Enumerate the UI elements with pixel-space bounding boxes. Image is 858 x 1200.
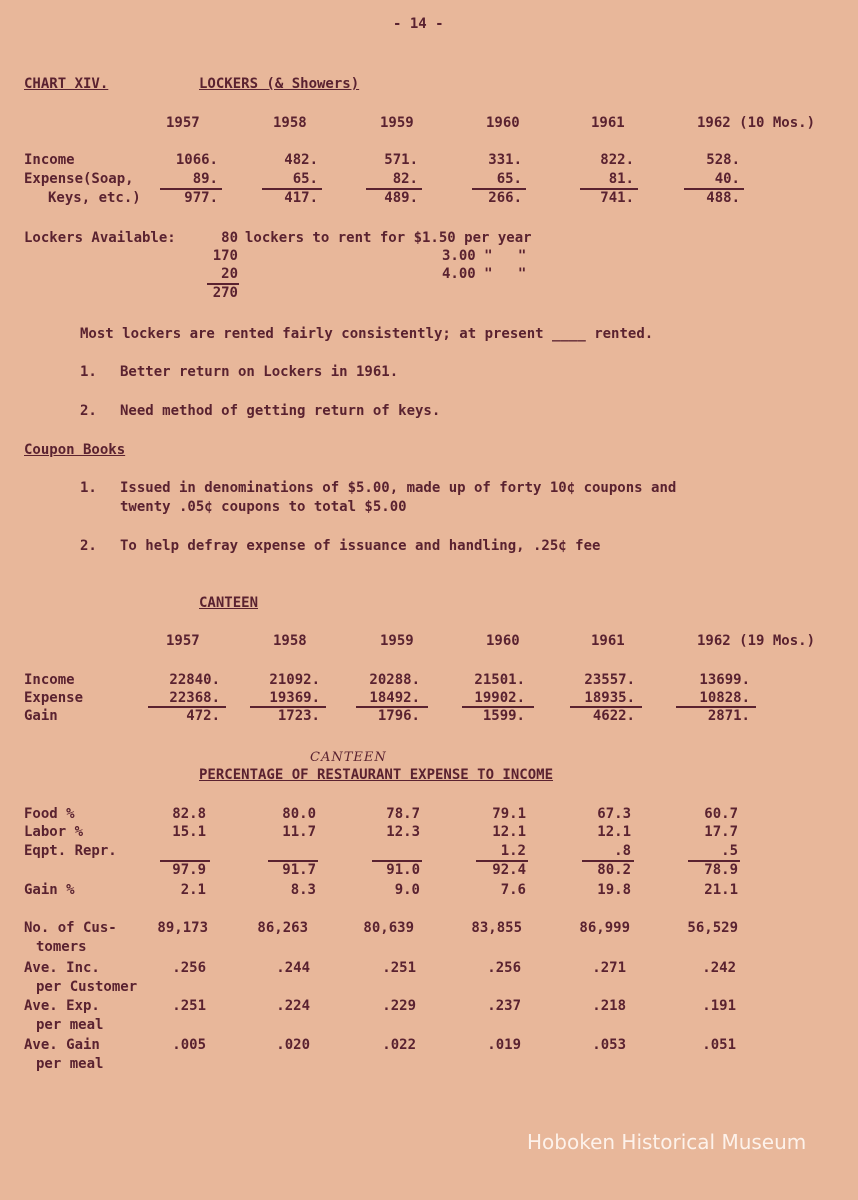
canteen-title: CANTEEN	[199, 595, 259, 611]
gain-value: 1796.	[377, 708, 420, 724]
ave-inc-value: .271	[592, 960, 626, 976]
chart-label: CHART XIV.	[24, 76, 109, 92]
food-value: 60.7	[704, 806, 738, 822]
row-label: Gain	[24, 708, 58, 724]
available-text: lockers to rent for $1.50 per year	[245, 230, 532, 246]
handwritten-canteen: CANTEEN	[310, 750, 387, 765]
row-label: Ave. Inc.	[24, 960, 100, 976]
row-label: Food %	[24, 806, 75, 822]
expense-value: 82.	[392, 171, 418, 187]
expense-value: 65.	[292, 171, 318, 187]
gain-value: 2871.	[707, 708, 750, 724]
income-value: 21092.	[269, 672, 320, 688]
income-value: 482.	[284, 152, 318, 168]
total-value: 80.2	[597, 862, 631, 878]
note-prefix: Most lockers are rented fairly consistently; at present	[80, 326, 544, 342]
customers-value: 83,855	[471, 920, 522, 936]
total-value: 91.0	[386, 862, 420, 878]
row-label: tomers	[36, 939, 87, 955]
income-value: 21501.	[474, 672, 525, 688]
food-value: 79.1	[492, 806, 526, 822]
list-item-text: Issued in denominations of $5.00, made up of forty 10¢ coupons and	[120, 480, 677, 496]
gain-pct-value: 21.1	[704, 882, 738, 898]
eqpt-value: .8	[614, 843, 631, 859]
museum-watermark: Hoboken Historical Museum	[527, 1130, 807, 1154]
canteen-year: 1957	[166, 633, 200, 649]
row-label: No. of Cus-	[24, 920, 117, 936]
customers-value: 86,999	[579, 920, 630, 936]
customers-value: 56,529	[687, 920, 738, 936]
expense-value: 65.	[496, 171, 522, 187]
income-value: 13699.	[699, 672, 750, 688]
total-value: 91.7	[282, 862, 316, 878]
ave-inc-value: .251	[382, 960, 416, 976]
expense-value: 19902.	[474, 690, 525, 706]
expense-value: 19369.	[269, 690, 320, 706]
eqpt-value: .5	[721, 843, 738, 859]
gain-value: 472.	[186, 708, 220, 724]
gain-pct-value: 19.8	[597, 882, 631, 898]
food-value: 80.0	[282, 806, 316, 822]
customers-value: 86,263	[257, 920, 308, 936]
list-item-text: twenty .05¢ coupons to total $5.00	[120, 499, 407, 515]
available-label: Lockers Available:	[24, 230, 176, 246]
food-value: 67.3	[597, 806, 631, 822]
net-value: 417.	[284, 190, 318, 206]
net-value: 488.	[706, 190, 740, 206]
canteen-year: 1961	[591, 633, 625, 649]
coupon-title: Coupon Books	[24, 442, 126, 458]
labor-value: 17.7	[704, 824, 738, 840]
canteen-year: 1960	[486, 633, 520, 649]
total-value: 78.9	[704, 862, 738, 878]
expense-value: 22368.	[169, 690, 220, 706]
list-item-number: 2.	[80, 403, 97, 419]
row-label: per meal	[36, 1017, 104, 1033]
lockers-year: 1961	[591, 115, 625, 131]
income-value: 331.	[488, 152, 522, 168]
lockers-year: 1960	[486, 115, 520, 131]
note-suffix: rented.	[594, 326, 654, 342]
gain-pct-value: 7.6	[500, 882, 526, 898]
ave-exp-value: .237	[487, 998, 521, 1014]
expense-value: 18492.	[369, 690, 420, 706]
labor-value: 12.1	[492, 824, 526, 840]
ave-gain-value: .053	[592, 1037, 626, 1053]
row-label: Expense	[24, 690, 84, 706]
row-label: Income	[24, 672, 75, 688]
expense-value: 89.	[192, 171, 218, 187]
net-value: 266.	[488, 190, 522, 206]
percentage-title: PERCENTAGE OF RESTAURANT EXPENSE TO INCOME	[199, 767, 554, 783]
row-label: Expense(Soap,	[24, 171, 134, 187]
ave-inc-value: .244	[276, 960, 310, 976]
customers-value: 89,173	[157, 920, 208, 936]
total-value: 97.9	[172, 862, 206, 878]
note-blank: ____	[552, 326, 586, 342]
list-item-number: 1.	[80, 480, 97, 496]
income-value: 22840.	[169, 672, 220, 688]
canteen-year: 1959	[380, 633, 414, 649]
row-label: per Customer	[36, 979, 138, 995]
row-label: Keys, etc.)	[48, 190, 141, 206]
income-value: 528.	[706, 152, 740, 168]
gain-pct-value: 8.3	[290, 882, 316, 898]
canteen-year: 1958	[273, 633, 307, 649]
income-value: 20288.	[369, 672, 420, 688]
gain-pct-value: 9.0	[394, 882, 420, 898]
ave-gain-value: .020	[276, 1037, 310, 1053]
canteen-year: 1962 (19 Mos.)	[697, 633, 816, 649]
row-label: Income	[24, 152, 75, 168]
ave-gain-value: .051	[702, 1037, 736, 1053]
ave-exp-value: .191	[702, 998, 736, 1014]
labor-value: 11.7	[282, 824, 316, 840]
lockers-year: 1957	[166, 115, 200, 131]
total-value: 92.4	[492, 862, 526, 878]
expense-value: 40.	[714, 171, 740, 187]
ave-exp-value: .229	[382, 998, 416, 1014]
row-label: Ave. Exp.	[24, 998, 100, 1014]
list-item-number: 2.	[80, 538, 97, 554]
ave-exp-value: .251	[172, 998, 206, 1014]
income-value: 23557.	[584, 672, 635, 688]
ave-exp-value: .224	[276, 998, 310, 1014]
lockers-year: 1958	[273, 115, 307, 131]
income-value: 1066.	[175, 152, 218, 168]
available-total: 270	[212, 285, 238, 301]
available-count: 20	[221, 266, 238, 282]
labor-value: 15.1	[172, 824, 206, 840]
row-label: Gain %	[24, 882, 75, 898]
list-item-text: To help defray expense of issuance and handling, .25¢ fee	[120, 538, 601, 554]
net-value: 741.	[600, 190, 634, 206]
ave-inc-value: .256	[172, 960, 206, 976]
ave-inc-value: .242	[702, 960, 736, 976]
ave-gain-value: .005	[172, 1037, 206, 1053]
ave-gain-value: .019	[487, 1037, 521, 1053]
income-value: 571.	[384, 152, 418, 168]
gain-value: 4622.	[592, 708, 635, 724]
lockers-year: 1962 (10 Mos.)	[697, 115, 816, 131]
lockers-year: 1959	[380, 115, 414, 131]
ave-gain-value: .022	[382, 1037, 416, 1053]
lockers-title: LOCKERS (& Showers)	[199, 76, 360, 92]
expense-value: 81.	[608, 171, 634, 187]
net-value: 489.	[384, 190, 418, 206]
page-number: - 14 -	[393, 16, 444, 32]
row-label: Labor %	[24, 824, 84, 840]
net-value: 977.	[184, 190, 218, 206]
income-value: 822.	[600, 152, 634, 168]
eqpt-value: 1.2	[500, 843, 526, 859]
expense-value: 18935.	[584, 690, 635, 706]
available-text: 3.00 " "	[442, 248, 527, 264]
available-count: 80	[221, 230, 238, 246]
row-label: Eqpt. Repr.	[24, 843, 117, 859]
available-text: 4.00 " "	[442, 266, 527, 282]
labor-value: 12.1	[597, 824, 631, 840]
row-label: Ave. Gain	[24, 1037, 100, 1053]
list-item-text: Need method of getting return of keys.	[120, 403, 441, 419]
gain-value: 1599.	[482, 708, 525, 724]
gain-pct-value: 2.1	[180, 882, 206, 898]
gain-value: 1723.	[277, 708, 320, 724]
food-value: 78.7	[386, 806, 420, 822]
available-count: 170	[212, 248, 238, 264]
list-item-number: 1.	[80, 364, 97, 380]
customers-value: 80,639	[363, 920, 414, 936]
list-item-text: Better return on Lockers in 1961.	[120, 364, 399, 380]
food-value: 82.8	[172, 806, 206, 822]
ave-exp-value: .218	[592, 998, 626, 1014]
row-label: per meal	[36, 1056, 104, 1072]
ave-inc-value: .256	[487, 960, 521, 976]
lockers-note	[80, 326, 653, 342]
labor-value: 12.3	[386, 824, 420, 840]
expense-value: 10828.	[699, 690, 750, 706]
